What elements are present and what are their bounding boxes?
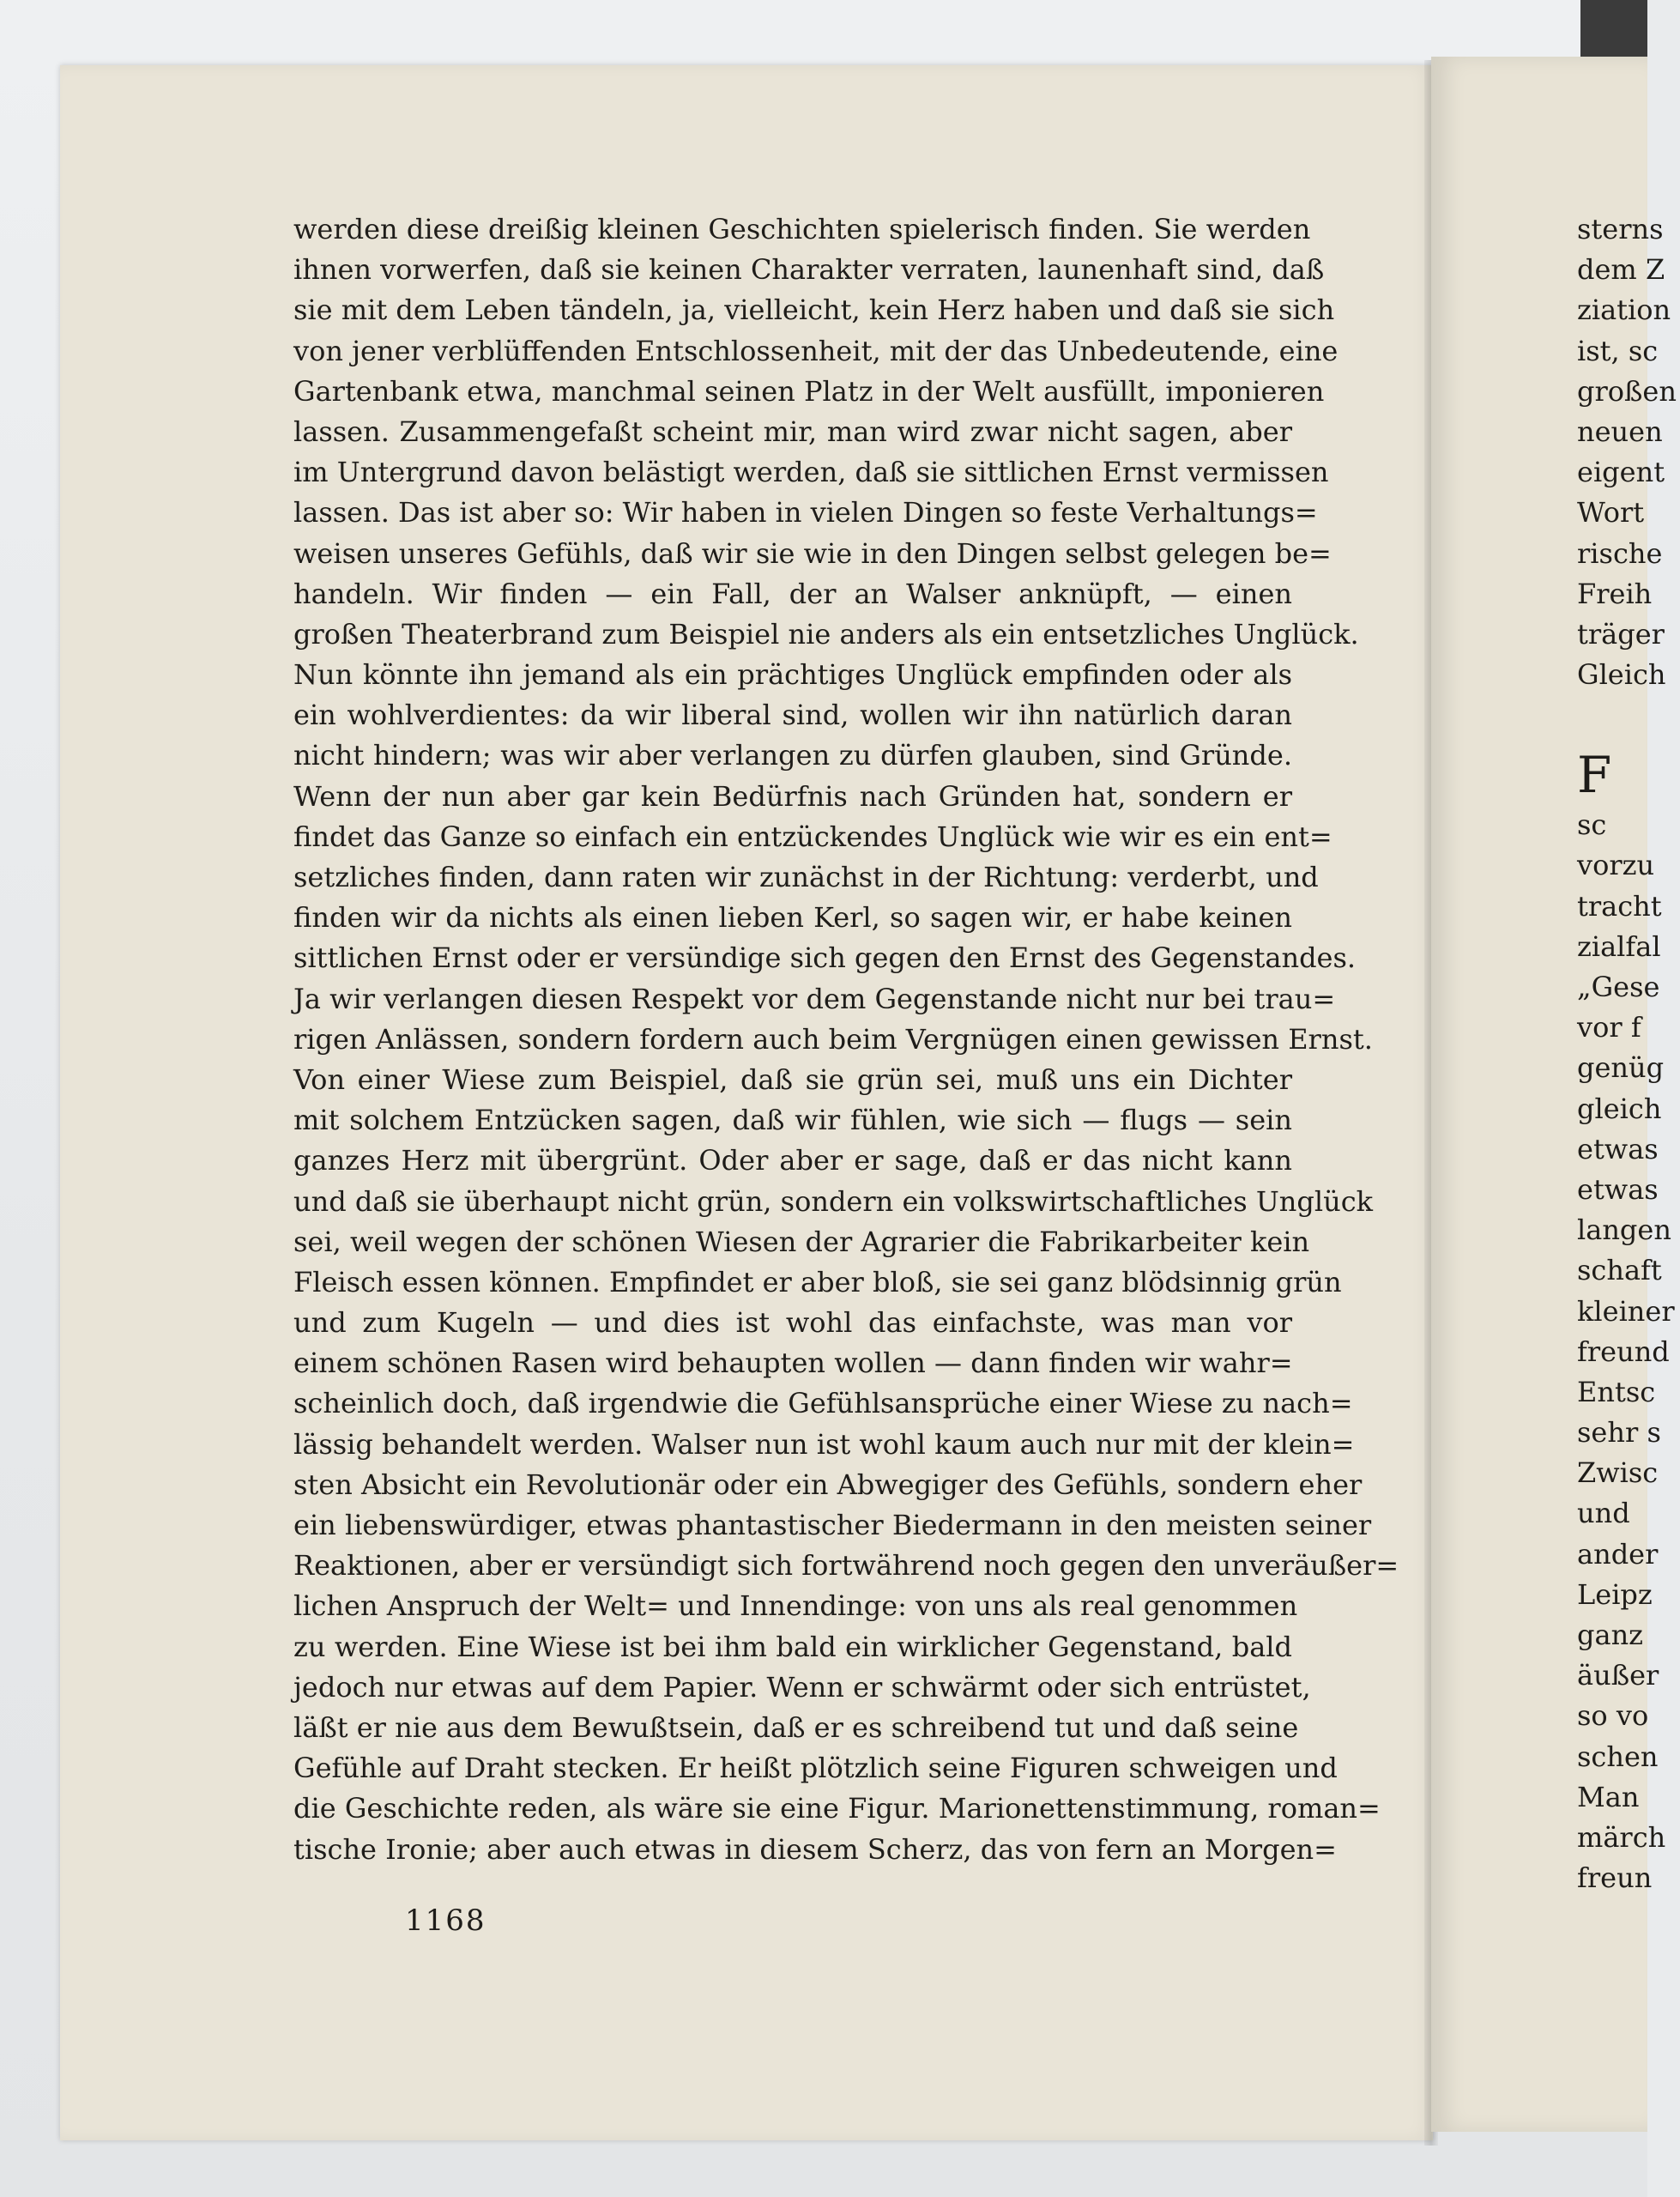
text-line: mit solchem Entzücken sagen, daß wir fühlen, wie sich — flugs — sein — [293, 1104, 1292, 1137]
text-fragment: eigent — [1577, 456, 1665, 489]
right-page-text — [1577, 209, 1680, 1898]
text-fragment: langen — [1577, 1213, 1671, 1247]
text-line: nicht hindern; was wir aber verlangen zu dürfen glauben, sind Gründe. — [293, 739, 1292, 772]
text-fragment: äußer — [1577, 1659, 1659, 1692]
text-line: und daß sie überhaupt nicht grün, sondern ein volkswirtschaftliches Unglück — [293, 1184, 1374, 1218]
text-fragment: sterns — [1577, 213, 1664, 245]
text-line: Gefühle auf Draht stecken. Er heißt plötzlich seine Figuren schweigen und — [293, 1752, 1338, 1785]
text-fragment: schaft — [1577, 1254, 1662, 1287]
text-line: Fleisch essen können. Empfindet er aber bloß, sie sei ganz blödsinnig grün — [293, 1265, 1342, 1298]
text-line: Gartenbank etwa, manchmal seinen Platz in der Welt ausfüllt, imponieren — [293, 374, 1325, 408]
text-line: Wenn der nun aber gar kein Bedürfnis nach Gründen hat, sondern er — [293, 779, 1292, 813]
text-line: von jener verblüffenden Entschlossenheit, mit der das Unbedeutende, eine — [293, 334, 1339, 367]
text-line: sie mit dem Leben tändeln, ja, vielleicht, kein Herz haben und daß sie sich — [293, 294, 1335, 327]
text-line: einem schönen Rasen wird behaupten wollen — dann finden wir wahr= — [293, 1347, 1293, 1380]
text-fragment: träger — [1577, 617, 1665, 651]
text-line: lassen. Zusammengefaßt scheint mir, man wird zwar nicht sagen, aber — [293, 415, 1292, 448]
background-corner — [1580, 0, 1647, 60]
text-line: jedoch nur etwas auf dem Papier. Wenn er schwärmt oder sich entrüstet, — [293, 1670, 1311, 1704]
text-line: findet das Ganze so einfach ein entzückendes Unglück wie wir es ein ent= — [293, 820, 1333, 853]
text-line: lichen Anspruch der Welt= und Innendinge: von uns als real genommen — [293, 1589, 1298, 1623]
text-line: werden diese dreißig kleinen Geschichten spielerisch finden. Sie werden — [293, 213, 1311, 245]
text-fragment: Man — [1577, 1780, 1640, 1813]
text-fragment: Freih — [1577, 577, 1653, 610]
text-line: tische Ironie; aber auch etwas in diesem Scherz, das von fern an Morgen= — [293, 1832, 1337, 1866]
paragraph-gap — [1577, 695, 1680, 745]
text-fragment: „Gese — [1577, 971, 1660, 1003]
text-line: die Geschichte reden, als wäre sie eine Figur. Marionettenstimmung, roman= — [293, 1792, 1381, 1825]
text-line: rigen Anlässen, sondern fordern auch beim Vergnügen einen gewissen Ernst. — [293, 1022, 1373, 1056]
text-line: Ja wir verlangen diesen Respekt vor dem Gegenstande nicht nur bei trau= — [293, 982, 1336, 1015]
text-line: lässig behandelt werden. Walser nun ist wohl kaum auch nur mit der klein= — [293, 1427, 1355, 1461]
text-line: zu werden. Eine Wiese ist bei ihm bald ein wirklicher Gegenstand, bald — [293, 1630, 1292, 1663]
text-fragment: Entsc — [1577, 1375, 1656, 1408]
text-line: im Untergrund davon belästigt werden, daß sie sittlichen Ernst vermissen — [293, 456, 1329, 489]
text-line: scheinlich doch, daß irgendwie die Gefühlsansprüche einer Wiese zu nach= — [293, 1387, 1353, 1420]
text-line: sittlichen Ernst oder er versündige sich gegen den Ernst des Gegenstandes. — [293, 941, 1357, 975]
text-fragment: vor f — [1577, 1011, 1641, 1044]
text-line: setzliches finden, dann raten wir zunächst in der Richtung: verderbt, und — [293, 861, 1319, 893]
text-fragment: Gleich — [1577, 658, 1666, 692]
text-fragment: kleiner — [1577, 1294, 1675, 1328]
text-line: lassen. Das ist aber so: Wir haben in vielen Dingen so feste Verhaltungs= — [293, 496, 1318, 530]
text-line: ein wohlverdientes: da wir liberal sind, wollen wir ihn natürlich daran — [293, 699, 1292, 732]
text-line: ihnen vorwerfen, daß sie keinen Charakter verraten, launenhaft sind, daß — [293, 253, 1325, 287]
text-fragment: dem Z — [1577, 253, 1665, 287]
text-fragment: gleich — [1577, 1092, 1662, 1125]
text-line: ganzes Herz mit übergrünt. Oder aber er sage, daß er das nicht kann — [293, 1144, 1292, 1177]
text-line: finden wir da nichts als einen lieben Kerl, so sagen wir, er habe keinen — [293, 901, 1292, 935]
text-line: Reaktionen, aber er versündigt sich fortwährend noch gegen den unveräußer= — [293, 1549, 1399, 1583]
text-line: weisen unseres Gefühls, daß wir sie wie in den Dingen selbst gelegen be= — [293, 536, 1332, 570]
text-line: Nun könnte ihn jemand als ein prächtiges Unglück empfinden oder als — [293, 658, 1292, 692]
text-fragment: märch — [1577, 1820, 1666, 1854]
text-fragment: ziation — [1577, 294, 1671, 327]
text-fragment: großen — [1577, 374, 1677, 408]
text-fragment: ist, sc — [1577, 334, 1659, 367]
page-number: 1168 — [405, 1903, 486, 1938]
text-line: und zum Kugeln — und dies ist wohl das einfachste, was man vor — [293, 1306, 1292, 1340]
text-fragment: tracht — [1577, 889, 1662, 923]
text-fragment: etwas — [1577, 1172, 1659, 1206]
text-line: großen Theaterbrand zum Beispiel nie anders als ein entsetzliches Unglück. — [293, 617, 1359, 651]
text-fragment: freund — [1577, 1335, 1670, 1368]
text-fragment: so vo — [1577, 1699, 1649, 1733]
text-fragment: neuen — [1577, 415, 1663, 448]
text-line: sei, weil wegen der schönen Wiesen der Agrarier die Fabrikarbeiter kein — [293, 1225, 1310, 1258]
text-fragment: zialfal — [1577, 929, 1661, 963]
text-fragment: Zwisc — [1577, 1456, 1659, 1490]
text-fragment: etwas — [1577, 1132, 1659, 1165]
text-line: läßt er nie aus dem Bewußtsein, daß er es schreibend tut und daß seine — [293, 1710, 1299, 1744]
text-line: handeln. Wir finden — ein Fall, der an Walser anknüpft, — einen — [293, 577, 1292, 610]
text-line: ein liebenswürdiger, etwas phantastischer Biedermann in den meisten seiner — [293, 1509, 1372, 1541]
text-fragment: und — [1577, 1497, 1630, 1530]
text-fragment: rische — [1577, 536, 1663, 570]
text-fragment: Wort — [1577, 496, 1645, 530]
text-line: Von einer Wiese zum Beispiel, daß sie grün sei, muß uns ein Dichter — [293, 1062, 1292, 1096]
text-fragment: schen — [1577, 1740, 1659, 1773]
text-fragment: sc — [1577, 808, 1607, 842]
text-fragment: sehr s — [1577, 1416, 1661, 1450]
text-fragment: freun — [1577, 1861, 1653, 1895]
text-fragment: ander — [1577, 1537, 1659, 1571]
drop-cap: F — [1577, 746, 1612, 805]
text-fragment: Leipz — [1577, 1577, 1653, 1611]
text-fragment: ganz — [1577, 1619, 1644, 1651]
left-page-text — [293, 209, 1399, 1870]
text-fragment: vorzu — [1577, 849, 1655, 882]
text-fragment: genüg — [1577, 1051, 1665, 1085]
text-line: sten Absicht ein Revolutionär oder ein Abwegiger des Gefühls, sondern eher — [293, 1468, 1363, 1501]
